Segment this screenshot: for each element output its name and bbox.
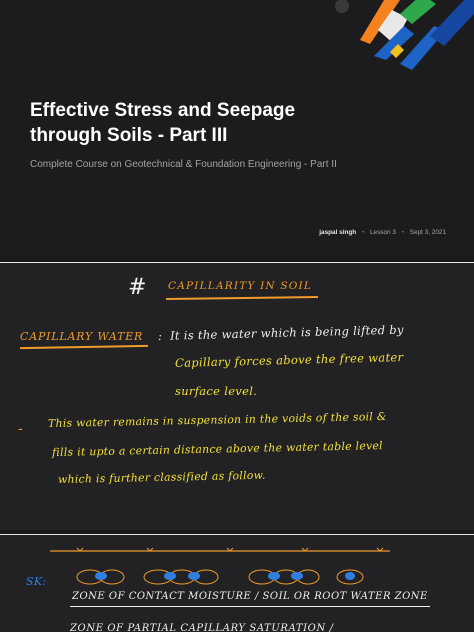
paragraph-line-3: which is further classified as follow. [57, 468, 266, 486]
notes-heading: CAPILLARITY IN SOIL [168, 280, 313, 292]
heading-hash: # [128, 275, 147, 300]
definition-line-2: Capillary forces above the free water [174, 350, 404, 370]
definition-line-1 [158, 323, 404, 343]
title-line-1: Effective Stress and Seepage [30, 100, 296, 121]
paragraph-line-1: This water remains in suspension in the voids of the soil & [47, 409, 387, 430]
zone-underline [70, 606, 430, 607]
separator-dot: • [361, 229, 365, 236]
course-subtitle: Complete Course on Geotechnical & Foundation Engineering - Part II [30, 159, 337, 170]
sketch-label: SK: [26, 575, 47, 588]
term-separator: : [157, 328, 163, 343]
cover-slide [0, 0, 474, 258]
lesson-number: Lesson 3 [370, 229, 396, 236]
separator-dot: • [401, 229, 404, 236]
paragraph-line-2: fills it upto a certain distance above the water table level [51, 439, 383, 459]
course-title [30, 98, 350, 148]
notes-page-sketch [0, 534, 474, 632]
bullet-dash: - [18, 421, 24, 437]
zone-contact-moisture: ZONE OF CONTACT MOISTURE / SOIL OR ROOT WATER ZONE [72, 591, 428, 602]
term-capillary-water: CAPILLARY WATER [20, 330, 144, 343]
title-line-2: through Soils - Part III [30, 125, 228, 146]
lesson-meta [319, 229, 446, 236]
notes-page-capillarity [0, 262, 474, 530]
heading-underline [166, 296, 318, 300]
definition-text-1: It is the water which is being lifted by [169, 322, 404, 343]
brand-decoration-icon [334, 0, 474, 80]
definition-line-3: surface level. [175, 384, 258, 398]
author-name[interactable]: jaspal singh [319, 229, 357, 236]
zone-partial-saturation: ZONE OF PARTIAL CAPILLARY SATURATION / [70, 623, 334, 632]
lesson-date: Sept 3, 2021 [409, 229, 446, 236]
soil-grain-sketch-icon [40, 545, 460, 585]
term-underline [20, 345, 148, 349]
